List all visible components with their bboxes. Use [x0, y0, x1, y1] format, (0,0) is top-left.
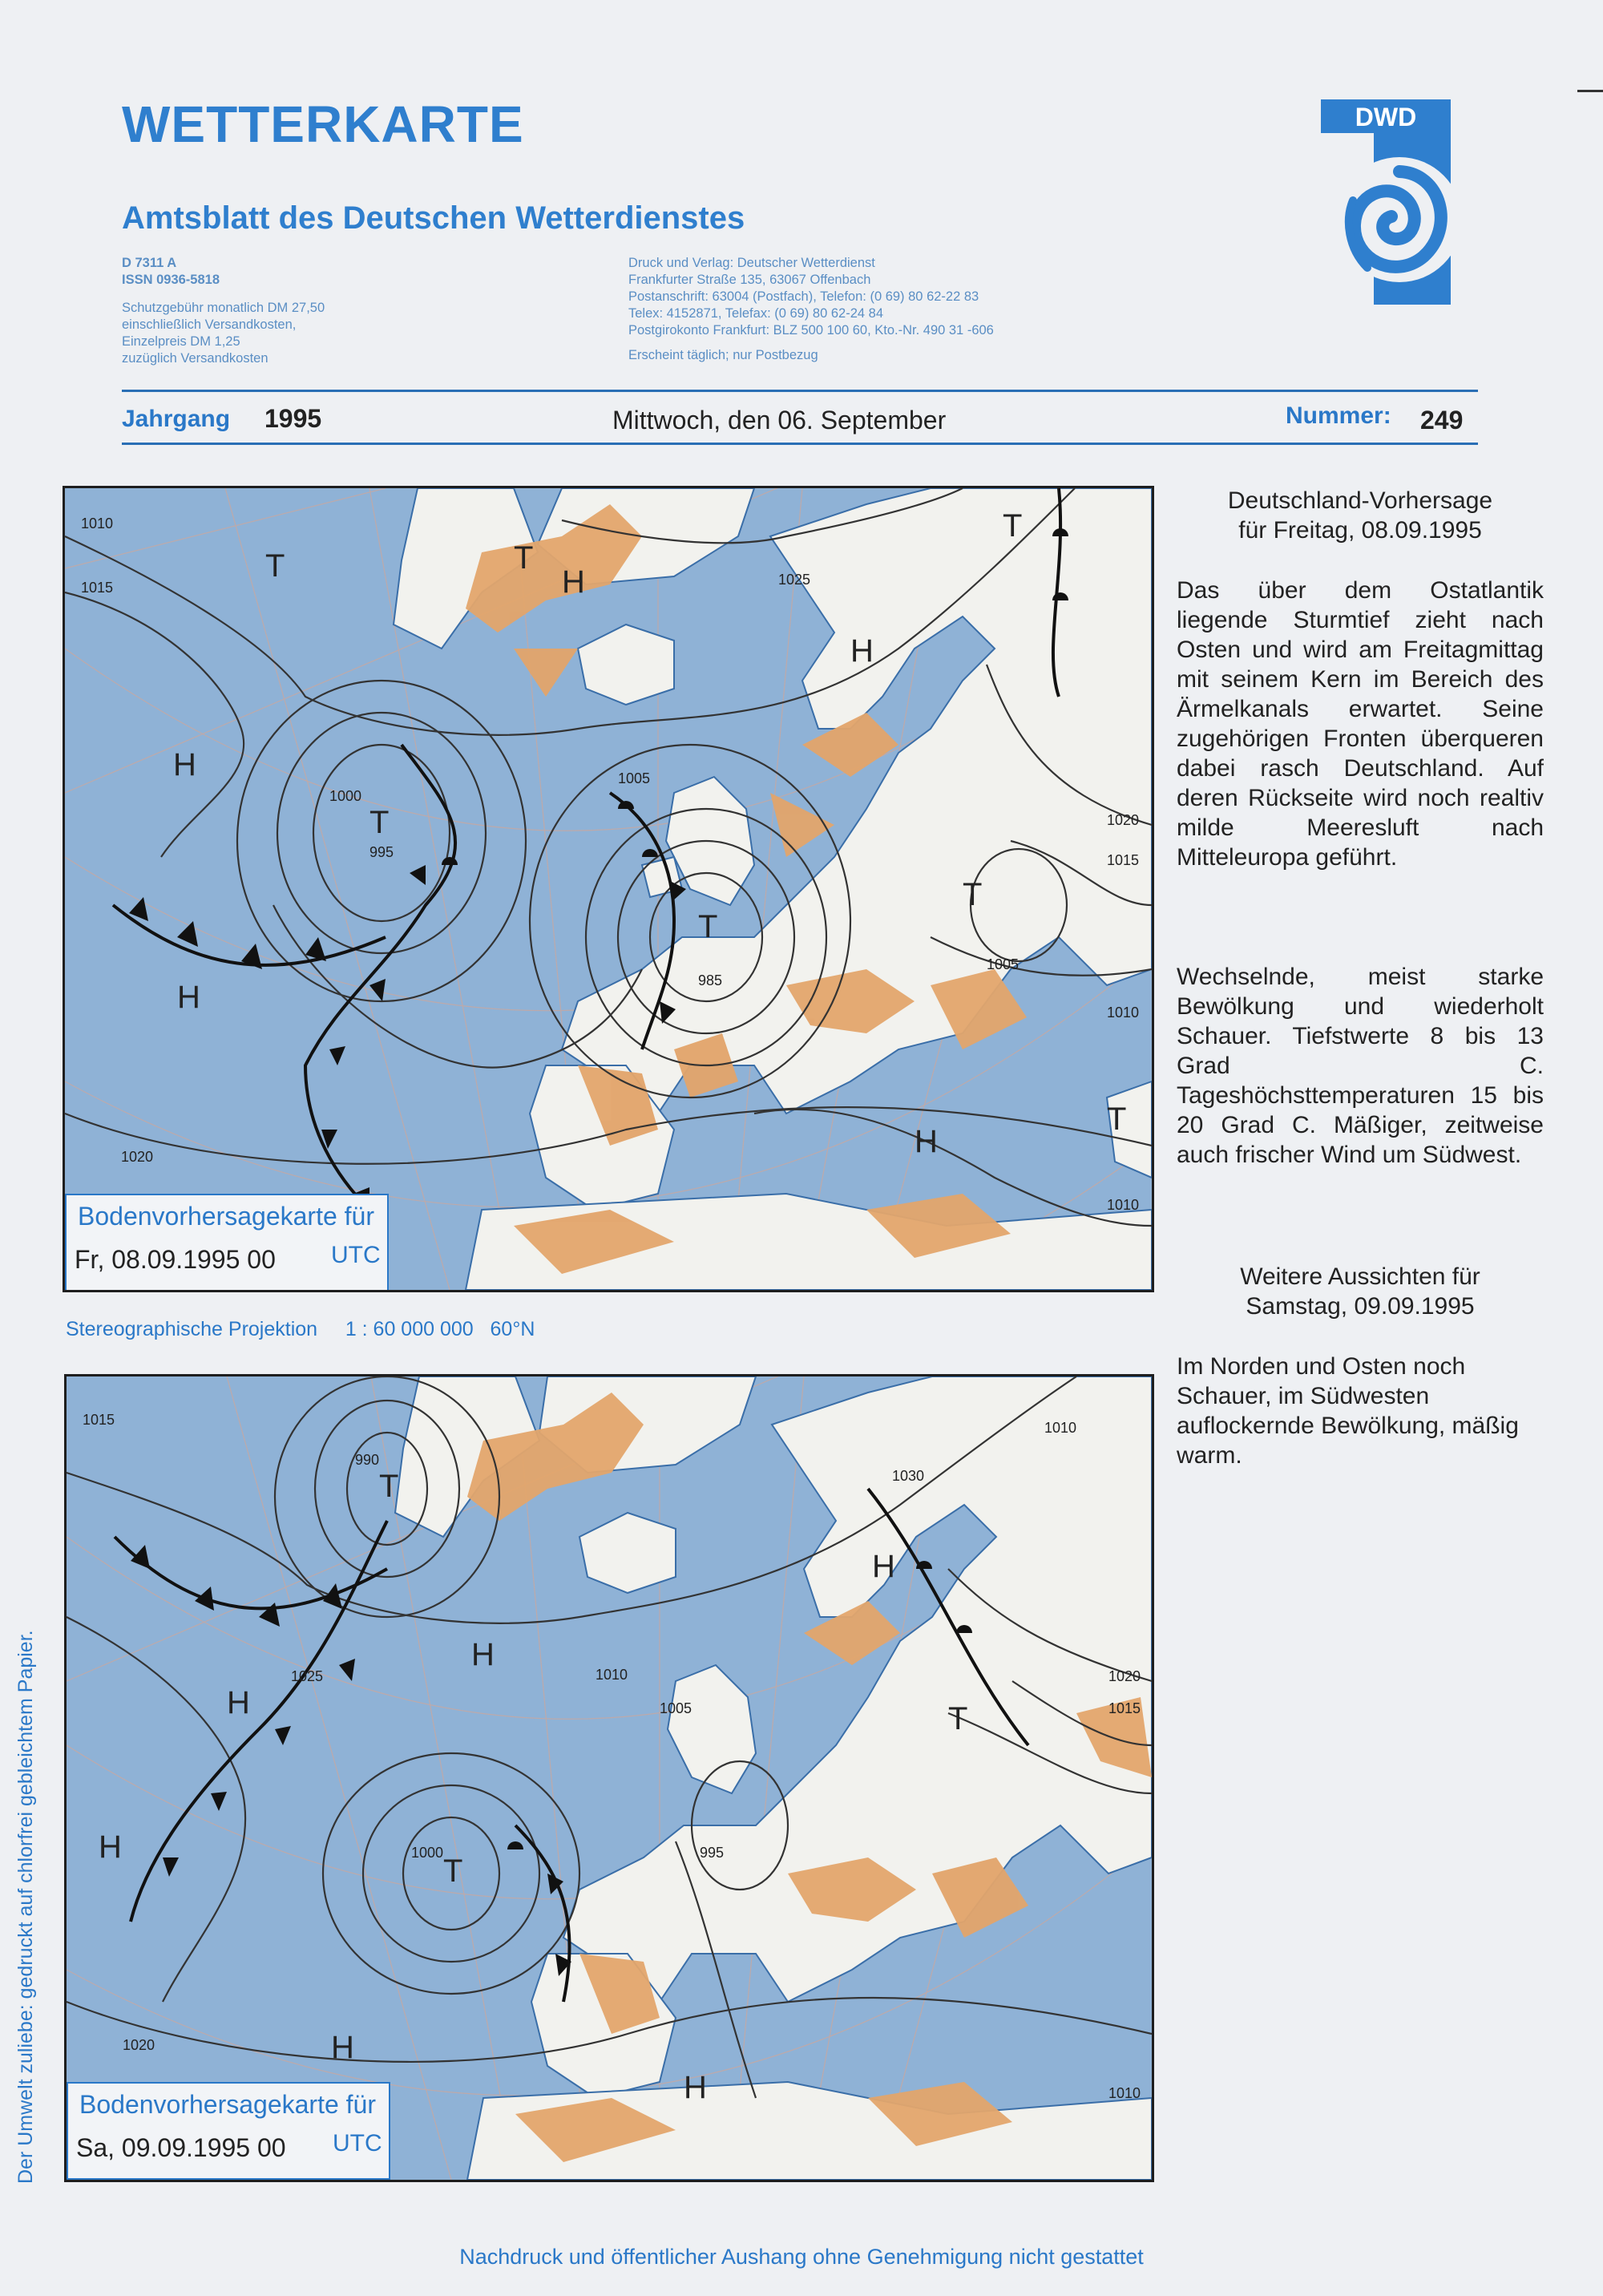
forecast-heading-line: für Freitag, 08.09.1995 — [1238, 517, 1482, 544]
fee-line: zuzüglich Versandkosten — [122, 351, 269, 366]
corner-mark — [1577, 90, 1603, 92]
low-label: T — [265, 548, 285, 584]
projection-lat: 60°N — [490, 1318, 535, 1340]
jahrgang-value: 1995 — [264, 404, 322, 433]
low-label: T — [379, 1469, 399, 1504]
publisher-line: Postgirokonto Frankfurt: BLZ 500 100 60, Kto.-Nr. 490 31 -606 — [628, 323, 994, 338]
caption-date: Sa, 09.09.1995 00 — [76, 2133, 286, 2162]
fee-line: Schutzgebühr monatlich DM 27,50 — [122, 301, 325, 315]
issn: ISSN 0936-5818 — [122, 273, 220, 287]
high-label: H — [872, 1549, 895, 1584]
forecast-paragraph: Wechselnde, meist starke Bewölkung und wiederholt Schauer. Tiefstwerte 8 bis 13 Grad C. Tageshöchsttemperaturen 15 bis 20 Grad C. Mäßiger, zeitweise auch frischer Wind um Südwest. — [1177, 964, 1544, 1168]
isobar-value: 1020 — [123, 2037, 155, 2053]
fee-line: einschließlich Versandkosten, — [122, 317, 297, 332]
isobar-value: 1010 — [1044, 1420, 1077, 1436]
isobar-value: 1000 — [411, 1845, 444, 1861]
logo-text: DWD — [1355, 103, 1417, 131]
caption-utc: UTC — [333, 2130, 382, 2157]
isobar-value: 985 — [698, 972, 723, 988]
isobar-value: 1010 — [1108, 2085, 1141, 2101]
publisher-line: Telex: 4152871, Telefax: (0 69) 80 62-24 84 — [628, 306, 884, 321]
outlook-paragraph: Im Norden und Osten noch Schauer, im Südwesten auflockernde Bewölkung, mäßig warm. — [1177, 1353, 1519, 1469]
caption-title: Bodenvorhersagekarte für — [78, 1202, 374, 1231]
side-note: Der Umwelt zuliebe: gedruckt auf chlorfrei gebleichtem Papier. — [14, 1630, 37, 2184]
map-caption — [65, 1194, 389, 1292]
isobar-value: 1020 — [1107, 812, 1140, 828]
jahrgang-label: Jahrgang — [122, 406, 231, 432]
caption-title: Bodenvorhersagekarte für — [79, 2090, 376, 2119]
isobar-value: 995 — [700, 1845, 725, 1861]
caption-utc: UTC — [331, 1242, 381, 1268]
publisher-line: Postanschrift: 63004 (Postfach), Telefon: (0 69) 80 62-22 83 — [628, 289, 979, 304]
isobar-value: 1005 — [660, 1700, 692, 1716]
high-label: H — [173, 747, 196, 782]
nummer-label: Nummer: — [1286, 402, 1391, 429]
low-label: T — [948, 1701, 968, 1736]
outlook-heading-line: Weitere Aussichten für — [1240, 1263, 1480, 1290]
isobar-value: 1025 — [778, 572, 811, 588]
map-svg — [65, 488, 1152, 1290]
footer-note: Nachdruck und öffentlicher Aushang ohne Genehmigung nicht gestattet — [459, 2245, 1144, 2269]
high-label: H — [227, 1685, 250, 1720]
low-label: T — [963, 877, 983, 912]
isobar-value: 995 — [369, 844, 394, 860]
isobar-value: 1000 — [329, 788, 362, 804]
isobar-value: 1030 — [892, 1468, 925, 1484]
isobar-value: 1010 — [1107, 1004, 1140, 1021]
caption-date: Fr, 08.09.1995 00 — [75, 1245, 276, 1274]
high-label: H — [99, 1829, 122, 1865]
isobar-value: 1015 — [1107, 852, 1140, 868]
page-subtitle: Amtsblatt des Deutschen Wetterdienstes — [122, 200, 745, 236]
postal-code: D 7311 A — [122, 256, 177, 270]
isobar-value: 1015 — [81, 580, 114, 596]
low-label: T — [698, 909, 718, 944]
high-label: H — [915, 1124, 938, 1159]
dwd-logo — [1321, 99, 1451, 305]
forecast-map-saturday — [64, 1374, 1154, 2182]
isobar-value: 1005 — [987, 956, 1020, 972]
isobar-value: 1025 — [291, 1668, 324, 1684]
map-svg — [67, 1376, 1152, 2180]
isobar-value: 1020 — [121, 1149, 154, 1165]
high-label: H — [471, 1637, 495, 1672]
high-label: H — [177, 980, 200, 1015]
high-label: H — [850, 633, 874, 669]
fee-line: Einzelpreis DM 1,25 — [122, 334, 240, 349]
forecast-heading-line: Deutschland-Vorhersage — [1227, 487, 1493, 514]
low-label: T — [514, 540, 534, 576]
low-label: T — [443, 1853, 463, 1889]
publisher-line: Erscheint täglich; nur Postbezug — [628, 348, 818, 362]
divider — [122, 443, 1478, 445]
issue-date: Mittwoch, den 06. September — [612, 406, 947, 435]
nummer-value: 249 — [1420, 406, 1464, 435]
projection-note — [66, 1318, 535, 1341]
map-caption — [67, 2082, 390, 2180]
page-title: WETTERKARTE — [122, 95, 524, 153]
publisher-line: Frankfurter Straße 135, 63067 Offenbach — [628, 273, 871, 287]
forecast-paragraph: Das über dem Ostatlantik liegende Sturmtief zieht nach Osten und wird am Freitagmittag mit seinem Kern im Bereich des Ärmelkanals erwartet. Seine zugehörigen Fronten überqueren dabei rasch Deutschland. Auf deren Rückseite wird noch realtiv milde Meeresluft nach Mitteleuropa geführt. — [1177, 577, 1544, 871]
high-label: H — [562, 564, 585, 600]
projection-label: Stereographische Projektion — [66, 1318, 318, 1340]
isobar-value: 1015 — [83, 1412, 115, 1428]
high-label: H — [684, 2070, 707, 2105]
isobar-value: 1020 — [1108, 1668, 1141, 1684]
isobar-value: 1010 — [81, 515, 114, 532]
isobar-value: 1015 — [1108, 1700, 1141, 1716]
low-label: T — [1107, 1102, 1127, 1137]
isobar-value: 1010 — [1107, 1197, 1140, 1213]
publication-info — [122, 255, 426, 367]
low-label: T — [1003, 508, 1023, 544]
forecast-map-friday — [63, 486, 1154, 1292]
isobar-value: 1005 — [618, 770, 651, 786]
projection-scale: 1 : 60 000 000 — [345, 1318, 474, 1340]
isobar-value: 990 — [355, 1452, 380, 1468]
high-label: H — [331, 2030, 354, 2065]
outlook-heading-line: Samstag, 09.09.1995 — [1246, 1293, 1475, 1320]
publisher-line: Druck und Verlag: Deutscher Wetterdienst — [628, 256, 875, 270]
isobar-value: 1010 — [596, 1667, 628, 1683]
publisher-info — [628, 255, 1109, 364]
outlook-heading — [1177, 1262, 1544, 1321]
forecast-heading — [1177, 486, 1544, 545]
low-label: T — [369, 805, 390, 840]
divider — [122, 390, 1478, 392]
